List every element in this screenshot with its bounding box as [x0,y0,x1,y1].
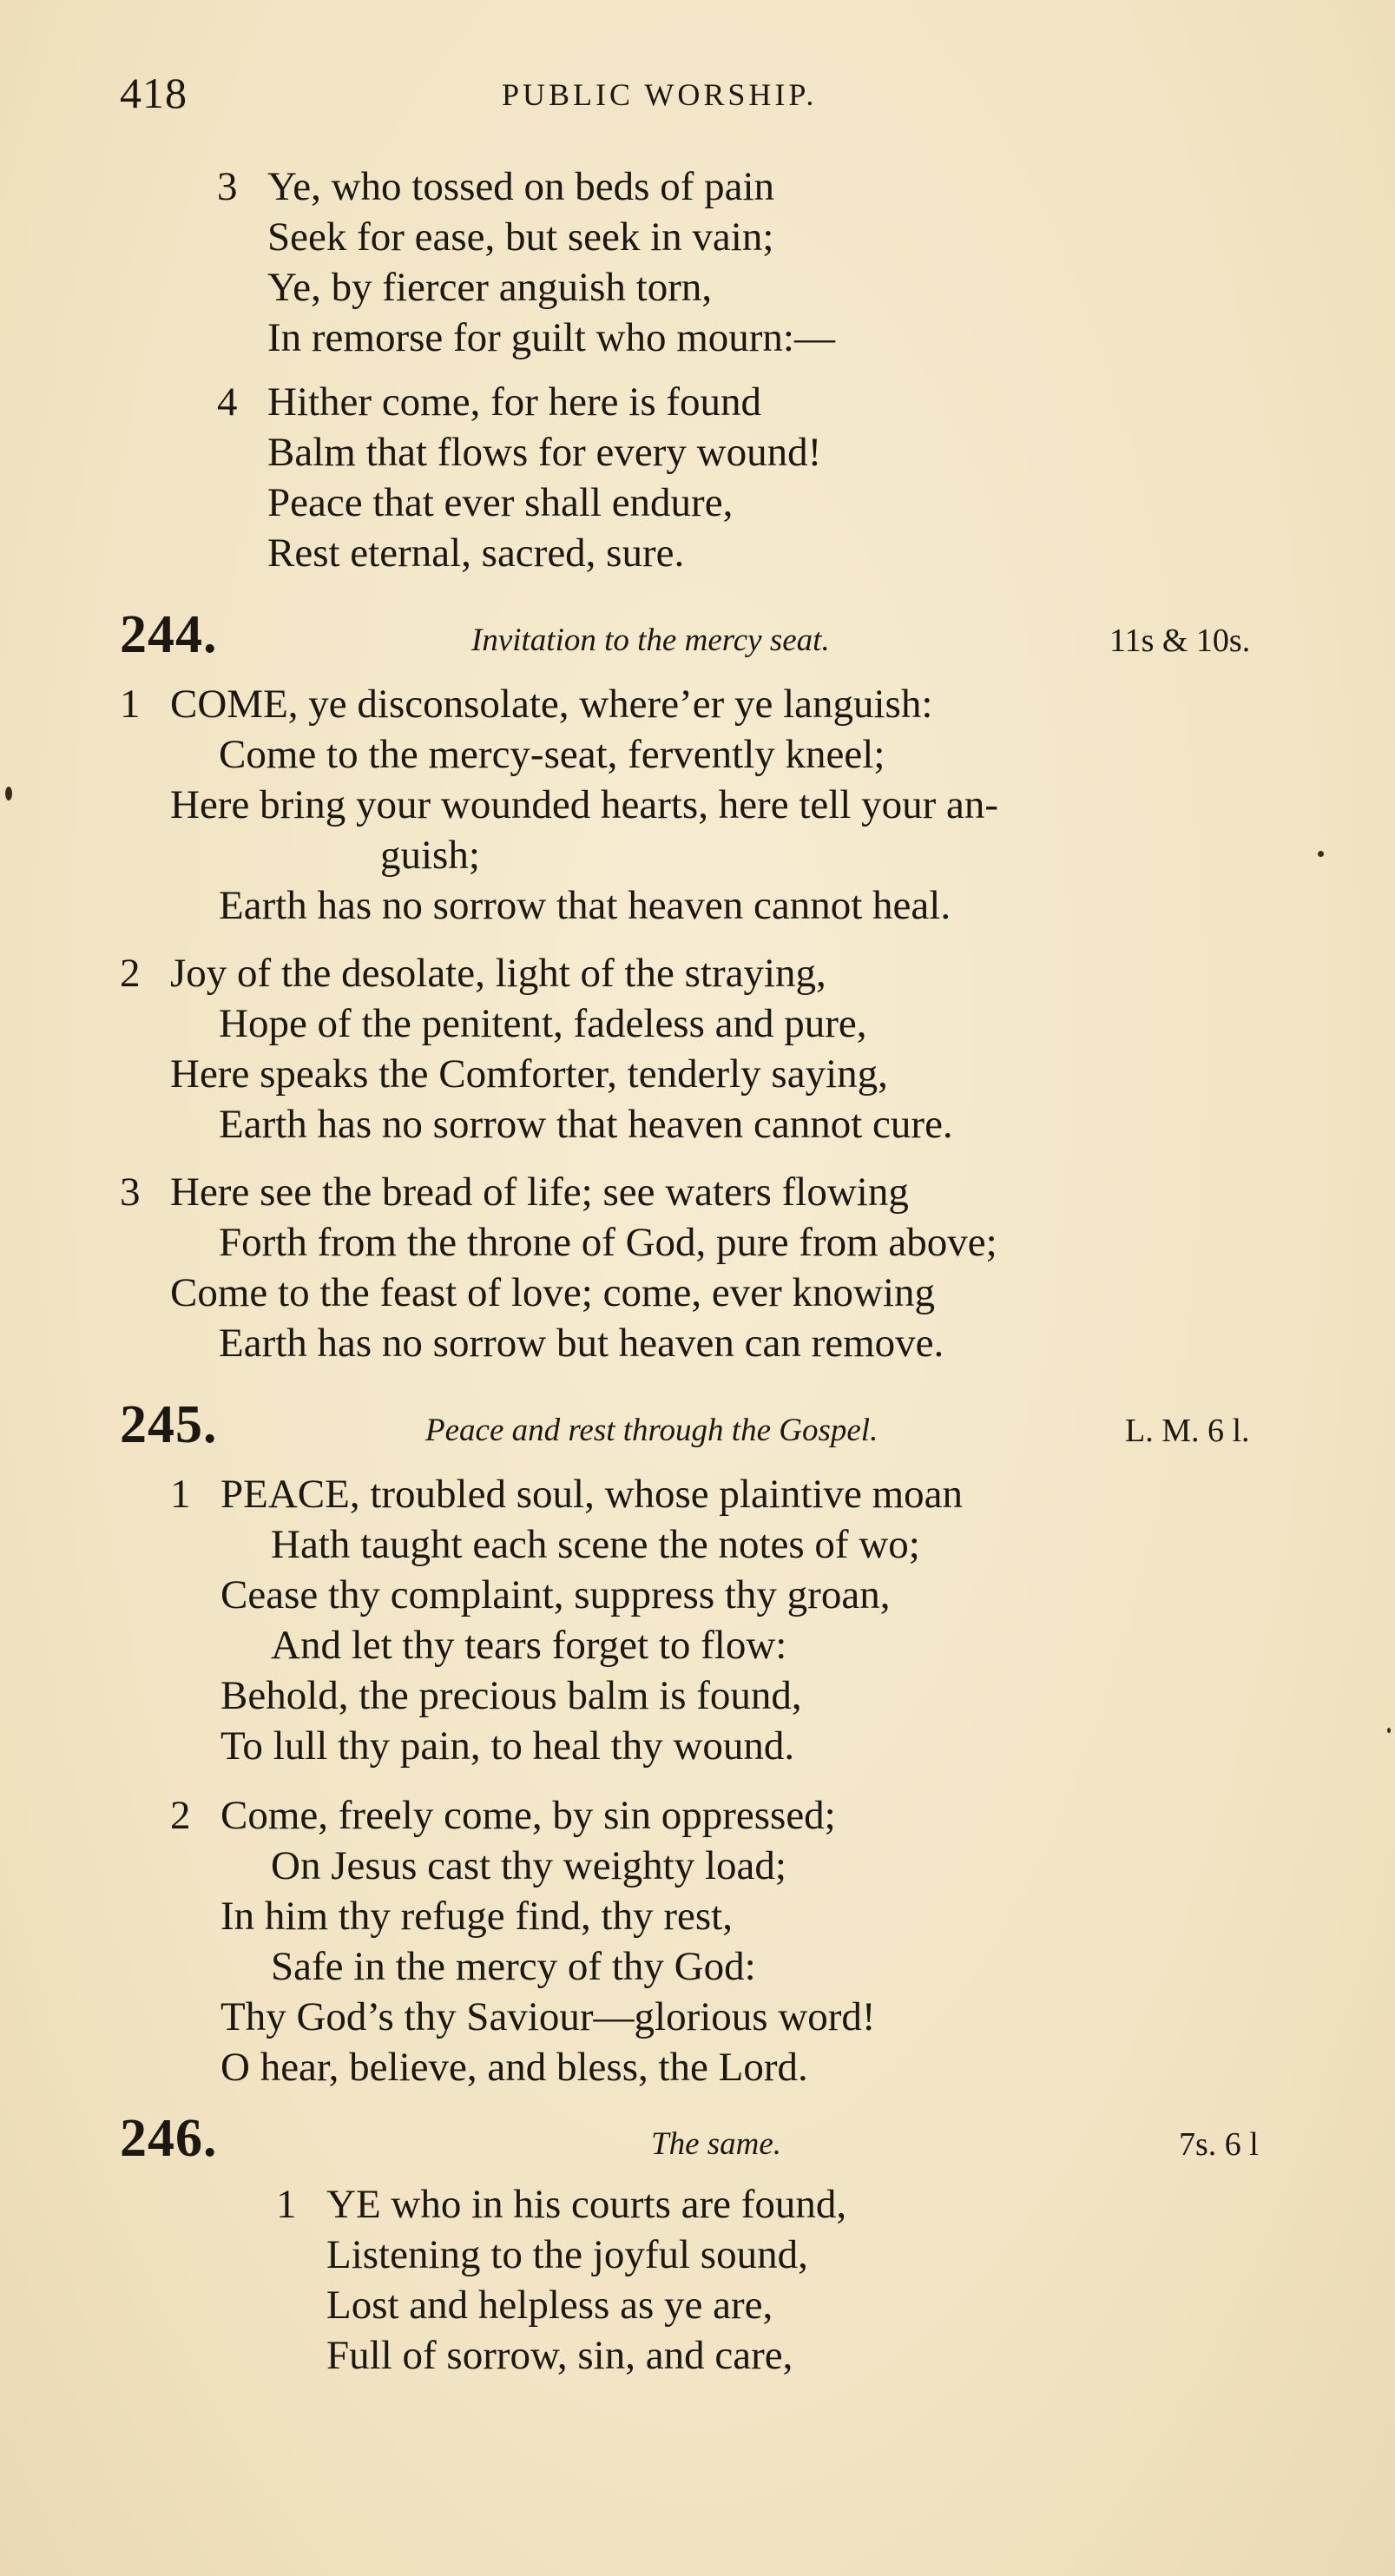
ink-speck [1318,851,1324,857]
verse-line: O hear, believe, and bless, the Lord. [220,2045,808,2090]
verse-line: Here bring your wounded hearts, here tell your an- [170,782,999,827]
verse-line: Thy God’s thy Saviour—glorious word! [220,1994,876,2039]
verse-line: Rest eternal, sacred, sure. [267,530,685,576]
verse-line: Come to the mercy-seat, fervently kneel; [219,732,885,777]
verse-line: Earth has no sorrow but heaven can remove. [219,1321,944,1366]
hymn-heading [120,1394,1309,1455]
verse-number: 1 [170,1472,191,1517]
ink-speck [5,787,12,800]
verse-line: Earth has no sorrow that heaven cannot heal. [219,883,951,928]
verse-line: Ye, by fiercer anguish torn, [267,265,713,310]
verse-line: 2 Joy of the desolate, light of the straying, [120,951,826,996]
verse-line: Earth has no sorrow that heaven cannot cure. [219,1102,953,1147]
page-header [120,68,1318,120]
verse-line: And let thy tears forget to flow: [271,1623,787,1668]
verse-line: Full of sorrow, sin, and care, [326,2333,793,2378]
verse-line: Lost and helpless as ye are, [326,2283,773,2328]
verse-line: Peace that ever shall endure, [267,480,734,525]
hymn-meter: 11s & 10s. [1109,623,1251,659]
hymn-meter: 7s. 6 l [1179,2126,1259,2163]
verse-line: 3 Ye, who tossed on beds of pain [217,164,775,209]
hymn-title: The same. [651,2126,782,2162]
page-number: 418 [120,69,188,117]
verse-line: On Jesus cast thy weighty load; [271,1843,786,1888]
verse-line: Balm that flows for every wound! [267,430,822,475]
verse-line: Forth from the throne of God, pure from above; [219,1220,997,1265]
verse-number: 2 [170,1793,191,1838]
verse-line: Seek for ease, but seek in vain; [267,214,774,260]
verse-line: In remorse for guilt who mourn:— [267,315,835,360]
verse-line: 2 Come, freely come, by sin oppressed; [170,1793,836,1838]
verse-line: 4 Hither come, for here is found [217,379,762,425]
verse-line: 3 Here see the bread of life; see waters flowing [120,1169,909,1215]
verse-line: Come to the feast of love; come, ever knowing [170,1270,935,1315]
verse-line: To lull thy pain, to heal thy wound. [220,1723,795,1769]
hymn-number: 245. [120,1395,218,1454]
hymn-heading [120,604,1309,665]
verse-line: 1 PEACE, troubled soul, whose plaintive moan [170,1472,964,1517]
verse-line: Listening to the joyful sound, [326,2232,808,2277]
ink-speck [1387,1728,1391,1733]
verse-line: 1 YE who in his courts are found, [276,2182,847,2227]
verse-line: 1 COME, ye disconsolate, where’er ye languish: [120,682,933,727]
verse-number: 3 [217,164,238,209]
hymn-number: 244. [120,605,218,664]
verse-line: guish; [380,833,480,878]
verse-number: 1 [120,682,141,727]
verse-line: Cease thy complaint, suppress thy groan, [220,1572,891,1617]
hymn-title: Invitation to the mercy seat. [471,623,830,658]
verse-line: Safe in the mercy of thy God: [271,1944,756,1989]
hymn-meter: L. M. 6 l. [1125,1413,1250,1449]
running-title: PUBLIC WORSHIP. [502,77,818,112]
hymn-number: 246. [120,2109,218,2168]
hymn-heading [120,2108,1309,2169]
verse-line: Hath taught each scene the notes of wo; [271,1522,920,1567]
hymn-title: Peace and rest through the Gospel. [425,1413,878,1448]
verse-number: 4 [217,379,238,425]
verse-line: In him thy refuge find, thy rest, [220,1894,733,1939]
verse-line: Hope of the penitent, fadeless and pure, [219,1001,867,1046]
verse-number: 2 [120,951,141,996]
verse-line: Behold, the precious balm is found, [220,1673,802,1718]
verse-number: 3 [120,1169,141,1215]
verse-line: Here speaks the Comforter, tenderly saying, [170,1051,888,1097]
verse-number: 1 [276,2182,297,2227]
